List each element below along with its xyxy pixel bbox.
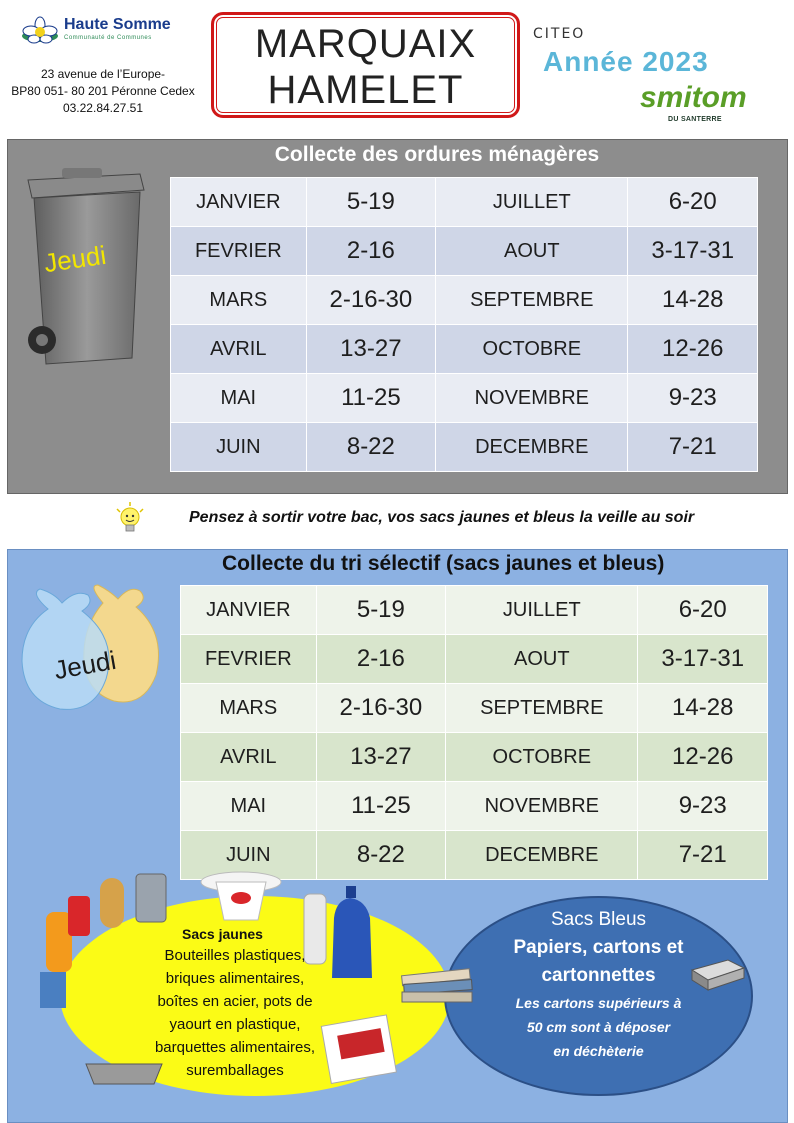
dates-cell: 13-27 [316,733,446,782]
yellow-bags-item: yaourt en plastique, [169,1016,301,1033]
smitom-logo: smitom [640,81,747,114]
table-row [181,635,768,684]
logo-title: Haute Somme [64,16,171,33]
dates-cell: 9-23 [628,374,758,423]
month-cell: JANVIER [171,178,307,227]
dates-cell: 14-28 [628,276,758,325]
table-row [171,276,758,325]
blue-bags-note: 50 cm sont à déposer [526,1019,671,1035]
month-cell: MAI [171,374,307,423]
yellow-bags-item: suremballages [186,1062,284,1079]
dates-cell: 7-21 [638,831,768,880]
yellow-bags-item: briques alimentaires, [165,970,305,987]
month-cell: OCTOBRE [436,325,628,374]
lightbulb-icon [112,501,148,537]
smitom-subtitle: DU SANTERRE [668,116,722,123]
yellow-bags-item: barquettes alimentaires, [154,1039,316,1056]
month-cell: SEPTEMBRE [436,276,628,325]
blue-bags-item: cartonnettes [541,965,656,986]
blue-bags-item: Papiers, cartons et [513,937,684,958]
month-cell: NOVEMBRE [446,782,638,831]
dates-cell: 11-25 [306,374,436,423]
month-cell: JUIN [181,831,317,880]
dates-cell: 6-20 [638,586,768,635]
dates-cell: 7-21 [628,423,758,472]
month-cell: AOUT [436,227,628,276]
sorting-title: Collecte du tri sélectif (sacs jaunes et bleus) [222,552,665,575]
dates-cell: 5-19 [316,586,446,635]
household-waste-title: Collecte des ordures ménagères [274,143,600,166]
haute-somme-logo [20,14,195,56]
year-label: Année 2023 [543,46,709,77]
month-cell: MARS [181,684,317,733]
month-cell: DECEMBRE [446,831,638,880]
month-cell: NOVEMBRE [436,374,628,423]
collection-day-label: Jeudi [42,239,108,279]
blue-bags-note: en déchèterie [553,1043,644,1059]
table-row [171,325,758,374]
flower-logo-icon [20,14,60,54]
table-row [171,423,758,472]
dates-cell: 12-26 [628,325,758,374]
town-name-line: MARQUAIX [254,22,477,66]
dates-cell: 2-16 [316,635,446,684]
month-cell: JUILLET [436,178,628,227]
month-cell: OCTOBRE [446,733,638,782]
month-cell: SEPTEMBRE [446,684,638,733]
yogurt-pot-icon [196,864,286,924]
month-cell: AOUT [446,635,638,684]
month-cell: FEVRIER [171,227,307,276]
town-name-frame [211,12,520,118]
household-waste-table [170,177,758,472]
yellow-bags-item: boîtes en acier, pots de [157,993,313,1010]
dates-cell: 13-27 [306,325,436,374]
dates-cell: 2-16 [306,227,436,276]
dates-cell: 11-25 [316,782,446,831]
dates-cell: 3-17-31 [628,227,758,276]
dates-cell: 8-22 [306,423,436,472]
address-line: BP80 051- 80 201 Péronne Cedex [11,84,195,98]
month-cell: AVRIL [171,325,307,374]
dates-cell: 2-16-30 [316,684,446,733]
blue-bags-title: Sacs Bleus [550,909,647,930]
dates-cell: 5-19 [306,178,436,227]
dates-cell: 6-20 [628,178,758,227]
town-name-line: HAMELET [267,68,464,112]
phone-number: 03.22.84.27.51 [62,101,144,115]
table-row [171,178,758,227]
month-cell: FEVRIER [181,635,317,684]
table-row [181,586,768,635]
sorting-table [180,585,768,880]
reminder-text: Pensez à sortir votre bac, vos sacs jaunes et bleus la veille au soir [189,509,695,526]
dates-cell: 14-28 [638,684,768,733]
month-cell: JUILLET [446,586,638,635]
dates-cell: 12-26 [638,733,768,782]
address-block [2,66,204,117]
collection-day-label: Jeudi [51,644,119,686]
dates-cell: 8-22 [316,831,446,880]
table-row [171,227,758,276]
month-cell: DECEMBRE [436,423,628,472]
yellow-bags-title: Sacs jaunes [182,926,263,942]
month-cell: AVRIL [181,733,317,782]
month-cell: JANVIER [181,586,317,635]
dates-cell: 2-16-30 [306,276,436,325]
table-row [181,733,768,782]
dates-cell: 3-17-31 [638,635,768,684]
table-row [181,782,768,831]
logo-subtitle: Communauté de Communes [64,35,152,41]
recyclable-packaging-icon [38,872,178,1012]
month-cell: MARS [171,276,307,325]
yellow-bags-item: Bouteilles plastiques, [164,947,306,964]
month-cell: JUIN [171,423,307,472]
dates-cell: 9-23 [638,782,768,831]
table-row [181,684,768,733]
citeo-logo: CITEO [533,26,586,42]
month-cell: MAI [181,782,317,831]
blue-bags-note: Les cartons supérieurs à [515,995,682,1011]
address-line: 23 avenue de l’Europe- [40,67,166,81]
table-row [171,374,758,423]
